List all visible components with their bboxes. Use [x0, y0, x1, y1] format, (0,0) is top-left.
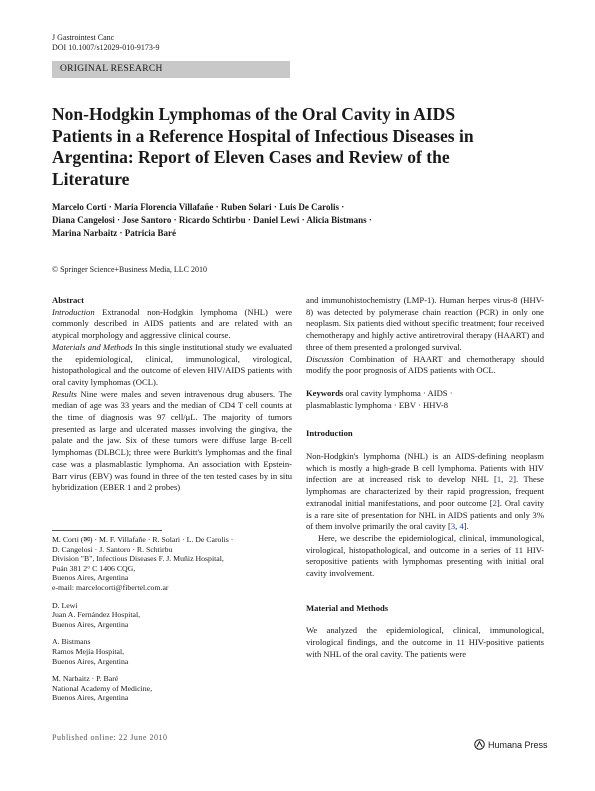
affiliation-line: Buenos Aires, Argentina: [52, 693, 129, 703]
author-list: [52, 201, 432, 240]
abstract-results-text: Nine were males and seven intravenous drug abusers. The median of age was 33 years and the median of CD4 T cell counts at the time of diagnosis was 97 cell/μL. The majority of tumors presented as large and ulcerated masses involving the gingiva, the palate and the jaw. Six of these tumors were diffuse large B-cell lymphomas (DLBCL); three were Burkitt's lymphomas and the final case was a plasmablastic lymphoma. An association with Epstein-Barr virus (EBV) was found in three of the ten tested cases by in situ hybridization (EBER 1 and 2 probes): [52, 388, 292, 493]
text-span: ]. Oral cavity is a rare site of presentation for NHL in AIDS patients and only 3% of them involve primarily the oral cavity [: [306, 497, 545, 532]
publisher-logo: [474, 739, 548, 750]
abstract-intro: [52, 307, 292, 342]
abstract-discussion-text: Combination of HAART and chemotherapy should modify the poor prognosis of AIDS patients with OCL.: [306, 353, 544, 376]
citation-link[interactable]: 2: [492, 497, 497, 508]
humana-press-icon: [474, 739, 485, 750]
affiliation-line: D. Lewi: [52, 600, 78, 610]
introduction-heading: Introduction: [306, 428, 353, 439]
abstract-discussion: [306, 354, 544, 377]
text-span: ,: [501, 474, 509, 485]
right-column: [306, 295, 544, 661]
affiliation-block: [52, 601, 292, 630]
text-span: ]. These lymphomas are characterized by their rapid progression, frequent extranodal initial manifestations, and poor outcome [: [306, 474, 544, 508]
affiliation-line: Ramos Mejía Hospital,: [52, 646, 125, 656]
doi: DOI 10.1007/s12029-010-9173-9: [52, 43, 160, 52]
affiliation-line: Buenos Aires, Argentina: [52, 573, 129, 583]
affiliation-block: [52, 674, 292, 703]
left-column: [52, 295, 292, 494]
keywords-label: Keywords: [306, 387, 344, 398]
affiliation-line: M. Narbaitz · P. Baré: [52, 674, 119, 684]
methods-paragraph: We analyzed the epidemiological, clinical, immunological, virological findings, and the outcome in 11 HIV-positive patients with NHL of the oral cavity. The patients were: [306, 625, 544, 659]
affiliation-divider: [52, 530, 162, 531]
affiliation-line: Puán 381 2° C 1406 CQG,: [52, 563, 136, 573]
publisher-name: Humana Press: [488, 739, 548, 750]
published-date: Published online: 22 June 2010: [52, 733, 168, 742]
email-link[interactable]: e-mail: marcelocorti@fibertel.com.ar: [52, 582, 169, 592]
keywords-line: plasmablastic lymphoma · EBV · HHV-8: [306, 399, 449, 410]
affiliation-line: A. Bistmans: [52, 637, 91, 647]
methods-heading: Material and Methods: [306, 602, 389, 613]
keywords: [306, 388, 544, 411]
keywords-line: oral cavity lymphoma · AIDS ·: [345, 387, 453, 398]
article-type-badge: ORIGINAL RESEARCH: [52, 61, 290, 78]
affiliation-block: [52, 535, 292, 593]
abstract-discussion-label: Discussion: [306, 353, 344, 364]
affiliation-line: Division "B", Infectious Diseases F. J. Muñiz Hospital,: [52, 554, 224, 564]
affiliation-line: Juan A. Fernández Hospital,: [52, 610, 141, 620]
introduction-paragraph: [306, 451, 544, 533]
affiliation-line: D. Cangelosi · J. Santoro · R. Schtirbu: [52, 544, 173, 554]
author-line: Diana Cangelosi · Jose Santoro · Ricardo Schtirbu · Daniel Lewi · Alicia Bistmans ·: [52, 215, 372, 225]
abstract-methods: [52, 342, 292, 389]
abstract-methods-text: In this single institutional study we evaluated the epidemiological, clinical, immunological, virological, histopathological and the outcome of eleven HIV/AIDS patients with oral cavity lymphomas (OCL).: [52, 341, 292, 387]
abstract-results-continued: and immunohistochemistry (LMP-1). Human herpes virus-8 (HHV-8) was detected by polymerase chain reaction (PCR) in only one neoplasm. Six patients died without specific treatment; four received chemotherapy and highly active antiretroviral therapy (HAART) and three of them presented a prolonged survival.: [306, 295, 544, 352]
affiliation-line: Buenos Aires, Argentina: [52, 619, 129, 629]
abstract-intro-text: Extranodal non-Hodgkin lymphoma (NHL) were commonly described in AIDS patients and are related with an atypical morphology and aggressive clinical course.: [52, 306, 293, 341]
abstract-results-label: Results: [52, 388, 77, 399]
citation-link[interactable]: 1: [496, 474, 502, 485]
article-title: Non-Hodgkin Lymphomas of the Oral Cavity in AIDS Patients in a Reference Hospital of Infectious Diseases in Argentina: Report of Eleven Cases and Review of the Literature: [52, 104, 474, 189]
affiliation-line: Buenos Aires, Argentina: [52, 656, 129, 666]
copyright-notice: © Springer Science+Business Media, LLC 2010: [52, 265, 208, 274]
affiliation-line: M. Corti (✉) · M. F. Villafañe · R. Solari · L. De Carolis ·: [52, 535, 234, 544]
abstract-heading: Abstract: [52, 295, 84, 305]
citation-link[interactable]: 4: [459, 521, 464, 532]
citation-link[interactable]: 3: [450, 521, 456, 532]
author-line: Marina Narbaitz · Patricia Baré: [52, 228, 176, 238]
affiliation-block: [52, 637, 292, 666]
affiliations: [52, 535, 292, 711]
abstract-intro-label: Introduction: [52, 306, 95, 317]
journal-name: J Gastrointest Canc: [52, 33, 115, 42]
citation-link[interactable]: 2: [508, 474, 514, 485]
text-span: Non-Hodgkin's lymphoma (NHL) is an AIDS-defining neoplasm which is mostly a high-grade B cell lymphoma. Patients with HIV infection are at increased risk to develop NHL [: [306, 451, 544, 485]
text-span: ,: [455, 521, 460, 532]
text-span: ].: [463, 521, 469, 532]
abstract-results: [52, 389, 292, 494]
abstract-methods-label: Materials and Methods: [52, 341, 133, 352]
author-line: Marcelo Corti · Maria Florencia Villafañe · Ruben Solari · Luis De Carolis ·: [52, 202, 345, 212]
introduction-paragraph: Here, we describe the epidemiological, clinical, immunological, virological, histopathological, and outcome in a series of 11 HIV-seropositive patients with lymphomas presenting with initial oral cavity involvement.: [306, 532, 544, 579]
affiliation-line: National Academy of Medicine,: [52, 683, 153, 693]
